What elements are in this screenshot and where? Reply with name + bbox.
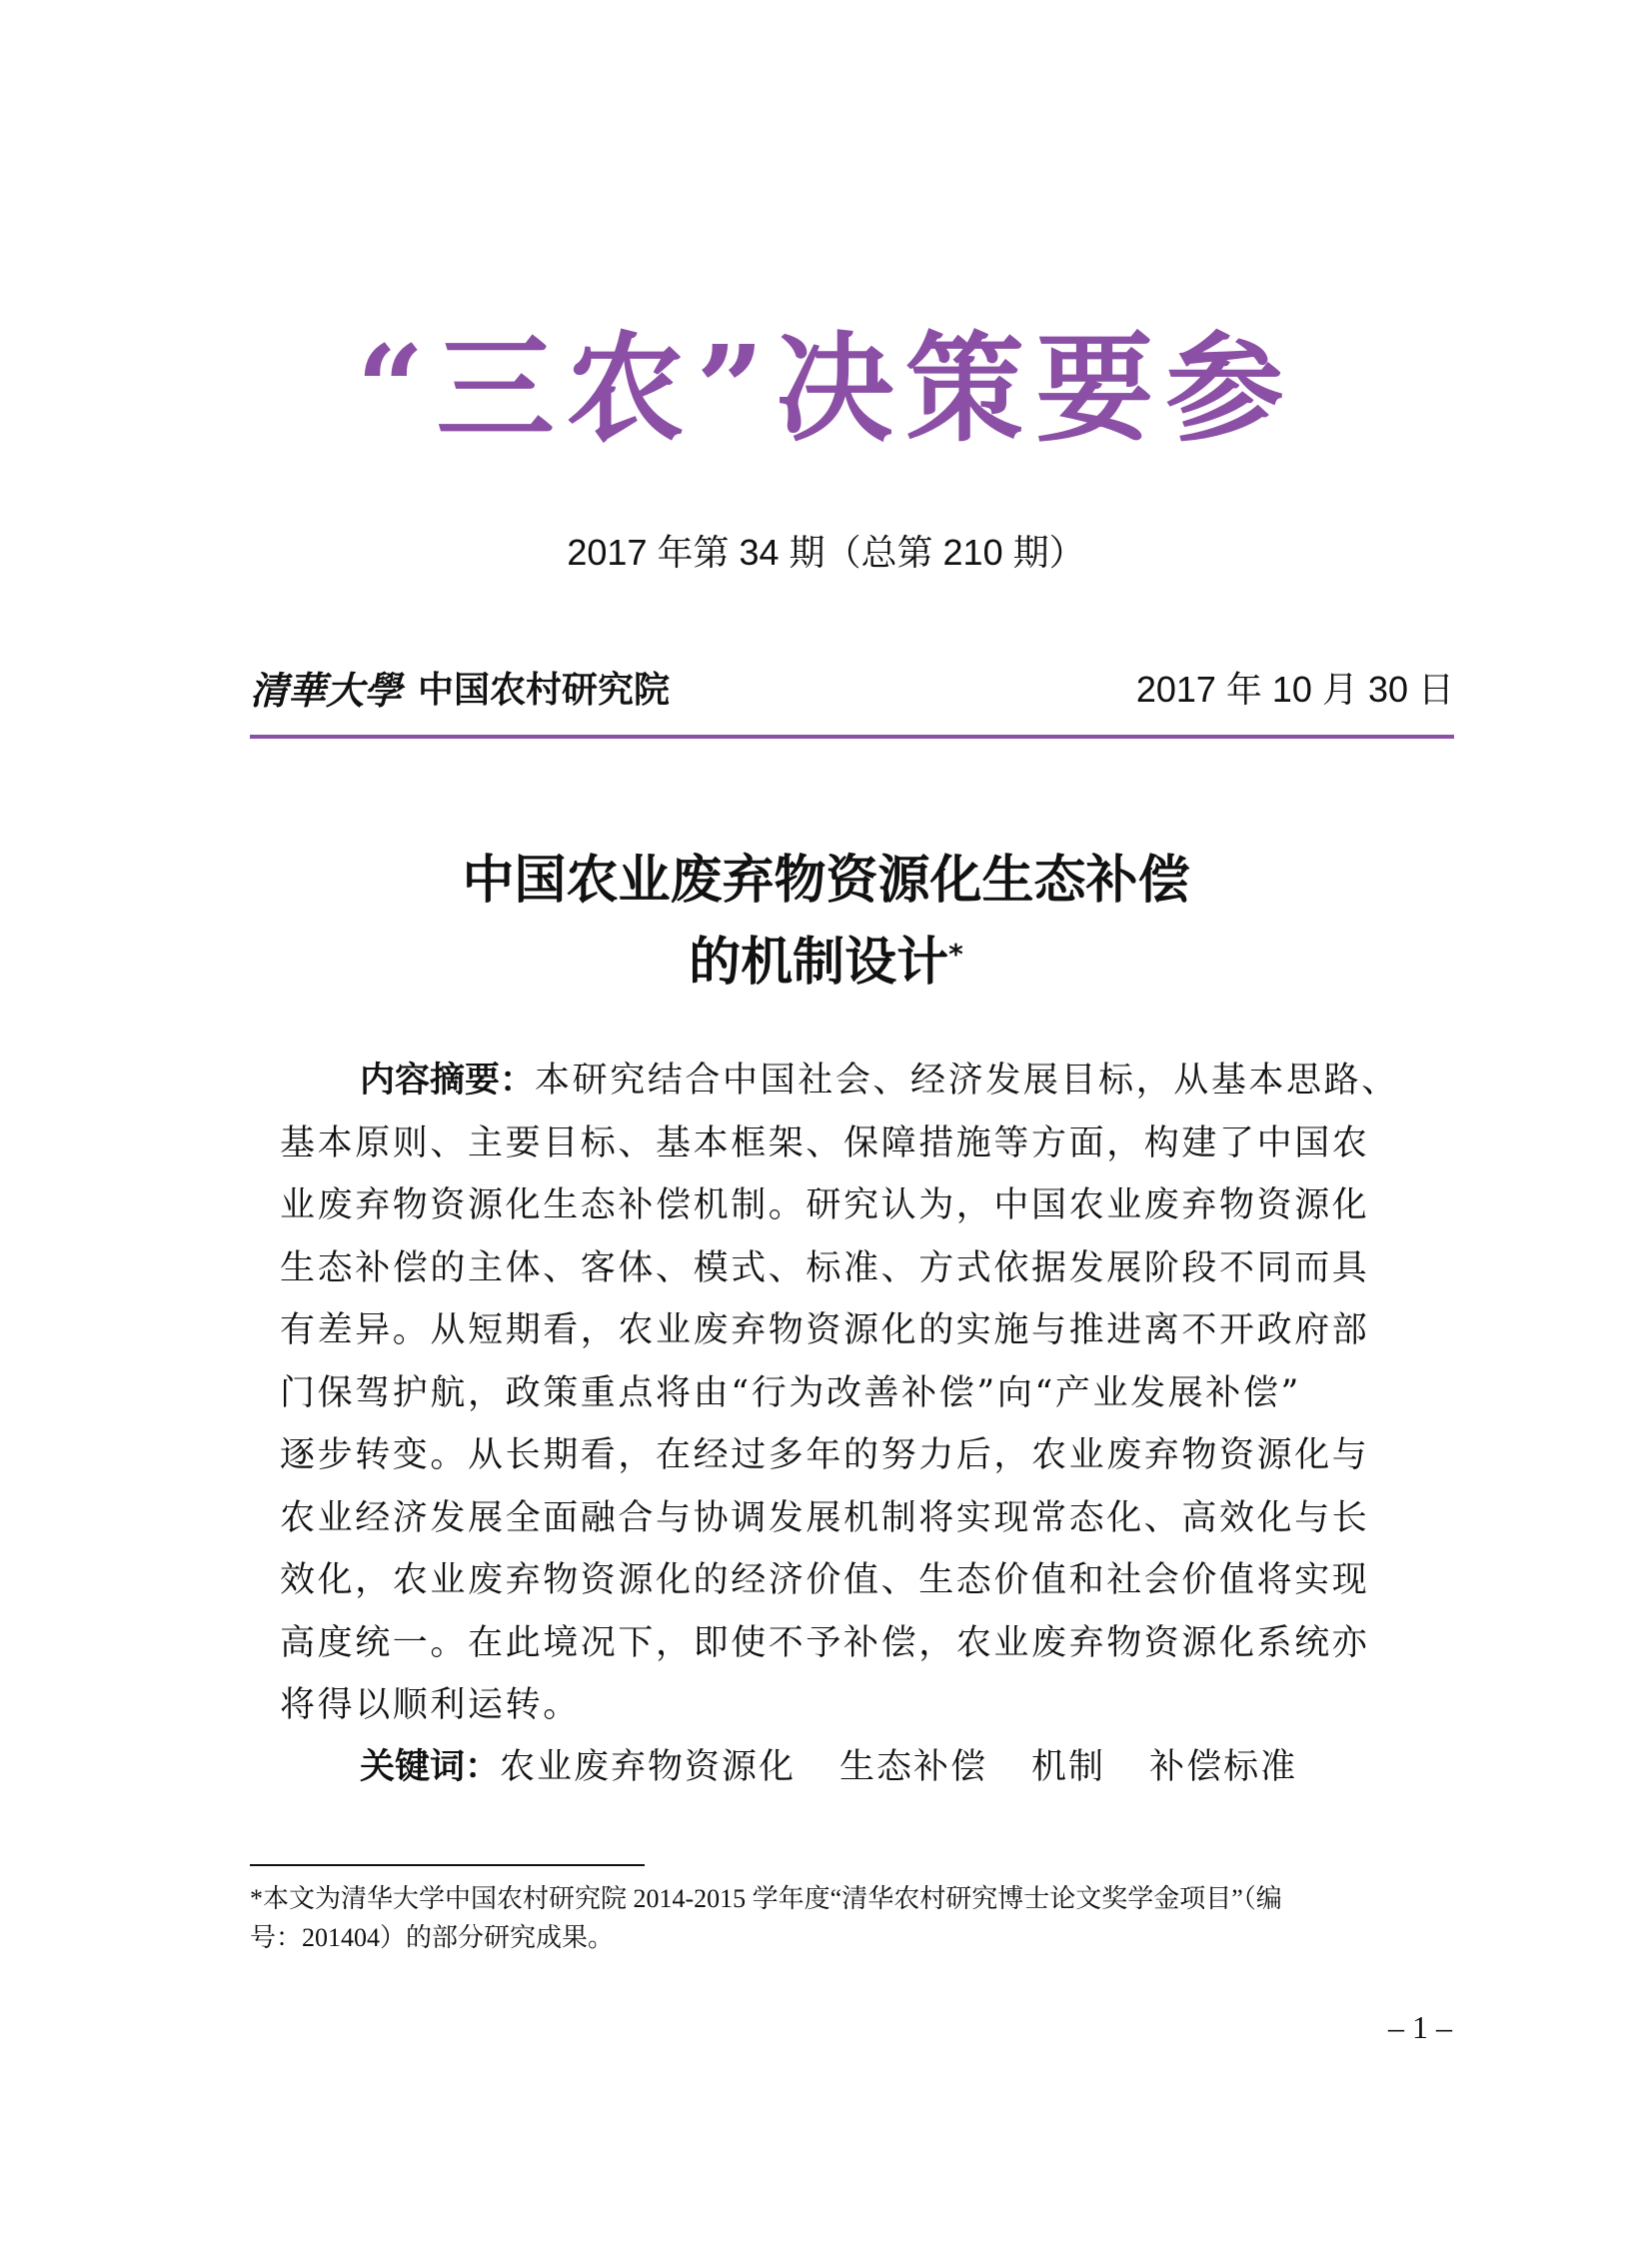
abstract-line: 效化，农业废弃物资源化的经济价值、生态价值和社会价值将实现 [280,1560,1370,1600]
issue-number: 2017 年第 34 期（总第 210 期） [567,532,1085,573]
abstract-line: 门保驾护航，政策重点将由“行为改善补偿”向“产业发展补偿” [280,1372,1301,1413]
publication-date: 2017 年 10 月 30 日 [1135,669,1454,710]
institute-name: 中国农村研究院 [418,669,671,711]
keywords-label: 关键词： [360,1747,501,1787]
title-footnote-mark: * [948,938,963,971]
abstract-line: 业废弃物资源化生态补偿机制。研究认为，中国农业废弃物资源化 [280,1185,1370,1225]
title-line-2 [0,922,1652,1004]
page-number: – 1 – [1388,2009,1452,2045]
header-divider [250,735,1454,739]
keyword: 生态补偿 [839,1747,988,1787]
footnote-line: *本文为清华大学中国农村研究院 2014-2015 学年度“清华农村研究博士论文奖学金项目”（编 [250,1884,1282,1913]
publisher-header [250,660,1454,716]
abstract-line: 逐步转变。从长期看，在经过多年的努力后，农业废弃物资源化与 [280,1435,1370,1475]
footnote-divider [250,1864,645,1866]
abstract-label: 内容摘要： [360,1061,536,1101]
abstract-line: 农业经济发展全面融合与协调发展机制将实现常态化、高效化与长 [280,1497,1370,1538]
title-line-1: 中国农业废弃物资源化生态补偿 [462,851,1190,911]
abstract-line: 基本原则、主要目标、基本框架、保障措施等方面，构建了中国农 [280,1122,1370,1163]
keyword: 农业废弃物资源化 [500,1747,797,1787]
abstract-line: 高度统一。在此境况下，即使不予补偿，农业废弃物资源化系统亦 [280,1622,1370,1663]
article-title [0,840,1652,1004]
footnote-line: 号：201404）的部分研究成果。 [250,1923,615,1952]
masthead-title: “三农”决策要参 [356,319,1296,458]
abstract-line: 将得以顺利运转。 [280,1685,581,1725]
keywords [360,1739,1341,1789]
title-line-2-text: 的机制设计 [689,933,949,993]
abstract-line: 有差异。从短期看，农业废弃物资源化的实施与推进离不开政府部 [280,1310,1370,1350]
university-logo-text: 清華大學 [250,668,403,713]
abstract [280,1050,1449,1737]
footnote [250,1879,1449,1957]
keyword: 机制 [1031,1747,1106,1787]
keyword: 补偿标准 [1149,1747,1298,1787]
abstract-line [280,1050,1449,1113]
abstract-line: 生态补偿的主体、客体、模式、标准、方式依据发展阶段不同而具 [280,1247,1370,1288]
abstract-text: 本研究结合中国社会、经济发展目标，从基本思路、 [535,1061,1399,1101]
